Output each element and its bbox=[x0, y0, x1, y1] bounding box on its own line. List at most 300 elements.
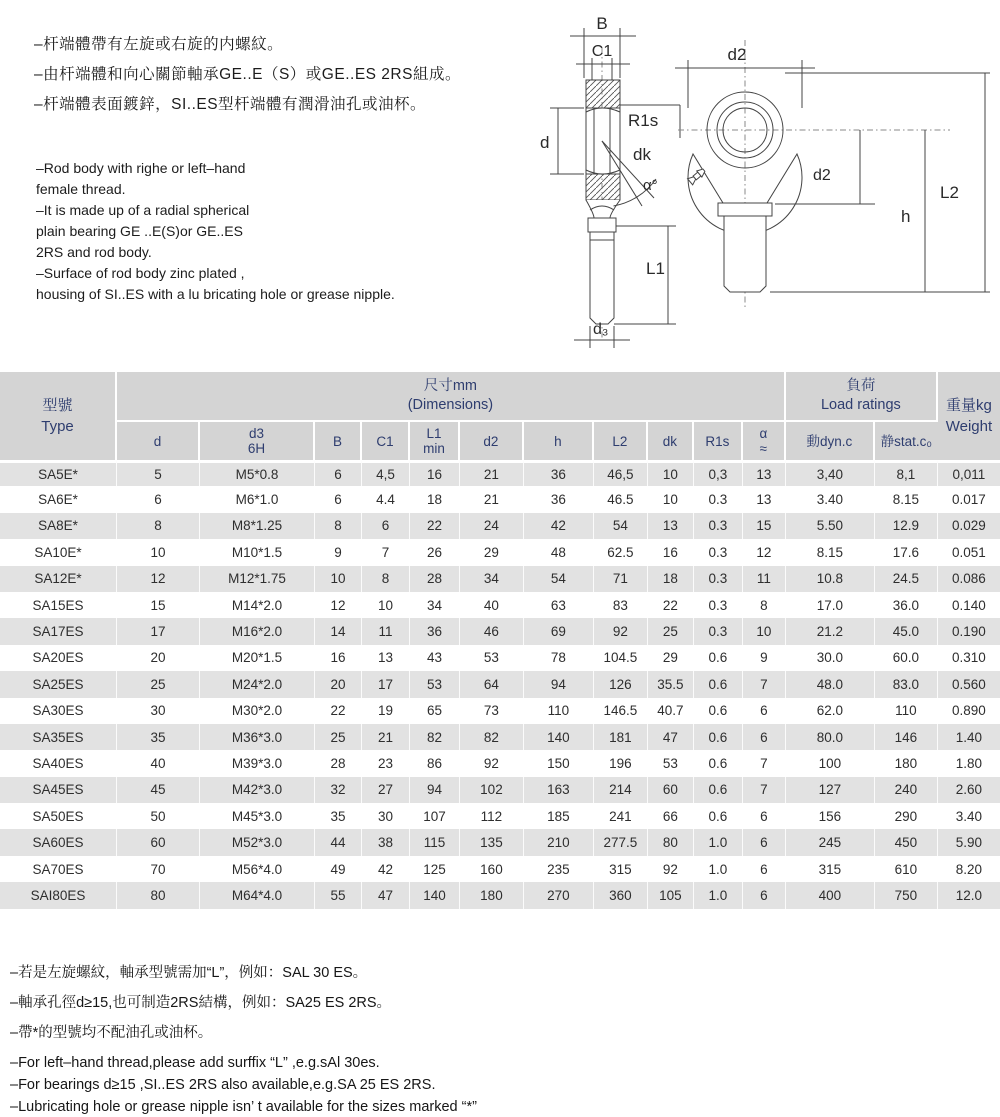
en-note-line: –Rod body with righe or left–hand bbox=[36, 160, 246, 176]
value-cell: 66 bbox=[648, 803, 694, 829]
value-cell: 30 bbox=[362, 803, 410, 829]
bottom-cn-line: –帶*的型號均不配油孔或油杯。 bbox=[10, 1025, 213, 1041]
en-note-line: –Surface of rod body zinc plated , bbox=[36, 265, 245, 281]
value-cell: 35 bbox=[315, 803, 362, 829]
table-row bbox=[0, 645, 1000, 671]
value-cell: 0.6 bbox=[694, 724, 743, 750]
value-cell: 16 bbox=[315, 645, 362, 671]
value-cell: 105 bbox=[648, 882, 694, 908]
value-cell: 53 bbox=[648, 750, 694, 776]
value-cell: 12 bbox=[743, 539, 786, 565]
header-load-group bbox=[786, 372, 938, 420]
table-row bbox=[0, 724, 1000, 750]
col-B: B bbox=[315, 420, 362, 460]
value-cell: 7 bbox=[362, 539, 410, 565]
value-cell: 17 bbox=[362, 671, 410, 697]
value-cell: 1.0 bbox=[694, 829, 743, 855]
table-row bbox=[0, 777, 1000, 803]
table-row bbox=[0, 750, 1000, 776]
col-dyn-c: 動dyn.c bbox=[786, 420, 875, 460]
value-cell: 0.190 bbox=[938, 618, 1000, 644]
value-cell: 0.6 bbox=[694, 803, 743, 829]
value-cell: 32 bbox=[315, 777, 362, 803]
dim-label-alpha: α° bbox=[643, 177, 658, 194]
technical-drawing bbox=[530, 8, 1000, 356]
type-cell: SA8E* bbox=[0, 513, 117, 539]
value-cell: 126 bbox=[594, 671, 648, 697]
value-cell: 30.0 bbox=[786, 645, 875, 671]
value-cell: 146.5 bbox=[594, 698, 648, 724]
en-note-line: –It is made up of a radial spherical bbox=[36, 202, 250, 218]
value-cell: 0.3 bbox=[694, 539, 743, 565]
value-cell: 35.5 bbox=[648, 671, 694, 697]
value-cell: 6 bbox=[117, 486, 200, 512]
en-note-line: housing of SI..ES with a lu bricating hole or grease nipple. bbox=[36, 286, 395, 302]
value-cell: 0.086 bbox=[938, 566, 1000, 592]
table-row bbox=[0, 856, 1000, 882]
value-cell: 4,5 bbox=[362, 460, 410, 486]
value-cell: 1.0 bbox=[694, 856, 743, 882]
value-cell: 140 bbox=[410, 882, 460, 908]
dim-label-L2: L2 bbox=[940, 183, 959, 202]
dim-label-R1s: R1s bbox=[628, 111, 659, 130]
dim-label-h: h bbox=[901, 207, 911, 226]
value-cell: 21 bbox=[460, 486, 524, 512]
value-cell: 15 bbox=[117, 592, 200, 618]
value-cell: M52*3.0 bbox=[200, 829, 315, 855]
value-cell: M42*3.0 bbox=[200, 777, 315, 803]
value-cell: 610 bbox=[875, 856, 938, 882]
value-cell: 270 bbox=[524, 882, 594, 908]
value-cell: 42 bbox=[524, 513, 594, 539]
bottom-en-line: –For left–hand thread,please add surffix “L” ,e.g.sAl 30es. bbox=[10, 1055, 380, 1071]
type-cell: SA40ES bbox=[0, 750, 117, 776]
value-cell: 0.3 bbox=[694, 592, 743, 618]
value-cell: 107 bbox=[410, 803, 460, 829]
value-cell: 8 bbox=[362, 566, 410, 592]
value-cell: 6 bbox=[743, 698, 786, 724]
value-cell: 78 bbox=[524, 645, 594, 671]
value-cell: 10 bbox=[362, 592, 410, 618]
value-cell: 160 bbox=[460, 856, 524, 882]
value-cell: 47 bbox=[648, 724, 694, 750]
value-cell: 34 bbox=[410, 592, 460, 618]
value-cell: 70 bbox=[117, 856, 200, 882]
value-cell: 5.90 bbox=[938, 829, 1000, 855]
value-cell: 42 bbox=[362, 856, 410, 882]
value-cell: 40 bbox=[117, 750, 200, 776]
type-cell: SA60ES bbox=[0, 829, 117, 855]
type-cell: SA6E* bbox=[0, 486, 117, 512]
type-cell: SA20ES bbox=[0, 645, 117, 671]
value-cell: 240 bbox=[875, 777, 938, 803]
value-cell: 7 bbox=[743, 671, 786, 697]
value-cell: 48.0 bbox=[786, 671, 875, 697]
value-cell: 36 bbox=[410, 618, 460, 644]
value-cell: 0.6 bbox=[694, 750, 743, 776]
value-cell: 36 bbox=[524, 486, 594, 512]
dim-label-d3: d₃ bbox=[593, 321, 609, 338]
value-cell: 112 bbox=[460, 803, 524, 829]
header-type-cn: 型號 bbox=[42, 397, 73, 414]
value-cell: 0.3 bbox=[694, 618, 743, 644]
value-cell: 44 bbox=[315, 829, 362, 855]
value-cell: 71 bbox=[594, 566, 648, 592]
value-cell: 180 bbox=[460, 882, 524, 908]
value-cell: 214 bbox=[594, 777, 648, 803]
value-cell: 0,3 bbox=[694, 460, 743, 486]
value-cell: 6 bbox=[315, 486, 362, 512]
value-cell: 40.7 bbox=[648, 698, 694, 724]
value-cell: 8.15 bbox=[786, 539, 875, 565]
spec-table bbox=[0, 372, 1000, 909]
value-cell: 46,5 bbox=[594, 460, 648, 486]
value-cell: 115 bbox=[410, 829, 460, 855]
value-cell: 64 bbox=[460, 671, 524, 697]
value-cell: 100 bbox=[786, 750, 875, 776]
value-cell: 18 bbox=[410, 486, 460, 512]
value-cell: 9 bbox=[743, 645, 786, 671]
value-cell: 8 bbox=[117, 513, 200, 539]
value-cell: 0.017 bbox=[938, 486, 1000, 512]
bottom-english-notes bbox=[10, 1052, 477, 1117]
value-cell: 125 bbox=[410, 856, 460, 882]
value-cell: 35 bbox=[117, 724, 200, 750]
col-h: h bbox=[524, 420, 594, 460]
value-cell: 36 bbox=[524, 460, 594, 486]
value-cell: 30 bbox=[117, 698, 200, 724]
value-cell: 29 bbox=[648, 645, 694, 671]
cn-note-line: –杆端體表面鍍鋅，SI..ES型杆端體有潤滑油孔或油杯。 bbox=[34, 96, 427, 113]
value-cell: 245 bbox=[786, 829, 875, 855]
value-cell: 1.0 bbox=[694, 882, 743, 908]
value-cell: 47 bbox=[362, 882, 410, 908]
value-cell: M6*1.0 bbox=[200, 486, 315, 512]
value-cell: 13 bbox=[743, 460, 786, 486]
bottom-en-line: –For bearings d≥15 ,SI..ES 2RS also available,e.g.SA 25 ES 2RS. bbox=[10, 1077, 436, 1093]
value-cell: 94 bbox=[524, 671, 594, 697]
type-cell: SA12E* bbox=[0, 566, 117, 592]
value-cell: 21.2 bbox=[786, 618, 875, 644]
col-d2: d2 bbox=[460, 420, 524, 460]
value-cell: M36*3.0 bbox=[200, 724, 315, 750]
col-d3: d3 6H bbox=[200, 420, 315, 460]
value-cell: 3.40 bbox=[786, 486, 875, 512]
value-cell: 54 bbox=[594, 513, 648, 539]
header-weight bbox=[938, 372, 1000, 460]
value-cell: 210 bbox=[524, 829, 594, 855]
col-alpha: α ≈ bbox=[743, 420, 786, 460]
value-cell: 80.0 bbox=[786, 724, 875, 750]
value-cell: 12.9 bbox=[875, 513, 938, 539]
value-cell: 83 bbox=[594, 592, 648, 618]
value-cell: 10 bbox=[315, 566, 362, 592]
type-cell: SA15ES bbox=[0, 592, 117, 618]
value-cell: 23 bbox=[362, 750, 410, 776]
value-cell: 17.0 bbox=[786, 592, 875, 618]
value-cell: 7 bbox=[743, 777, 786, 803]
value-cell: 6 bbox=[743, 856, 786, 882]
value-cell: 0.3 bbox=[694, 486, 743, 512]
col-C1: C1 bbox=[362, 420, 410, 460]
value-cell: 181 bbox=[594, 724, 648, 750]
value-cell: 60 bbox=[117, 829, 200, 855]
value-cell: 11 bbox=[743, 566, 786, 592]
top-chinese-notes bbox=[34, 30, 461, 120]
value-cell: 0.029 bbox=[938, 513, 1000, 539]
value-cell: 28 bbox=[410, 566, 460, 592]
value-cell: M12*1.75 bbox=[200, 566, 315, 592]
value-cell: 0.6 bbox=[694, 698, 743, 724]
value-cell: 49 bbox=[315, 856, 362, 882]
value-cell: 235 bbox=[524, 856, 594, 882]
value-cell: 63 bbox=[524, 592, 594, 618]
cn-note-line: –杆端體帶有左旋或右旋的内螺紋。 bbox=[34, 36, 284, 53]
value-cell: 10.8 bbox=[786, 566, 875, 592]
type-cell: SA45ES bbox=[0, 777, 117, 803]
value-cell: 43 bbox=[410, 645, 460, 671]
value-cell: 3.40 bbox=[938, 803, 1000, 829]
value-cell: M39*3.0 bbox=[200, 750, 315, 776]
value-cell: 277.5 bbox=[594, 829, 648, 855]
header-dimensions-group bbox=[117, 372, 786, 420]
value-cell: 196 bbox=[594, 750, 648, 776]
value-cell: 4.4 bbox=[362, 486, 410, 512]
value-cell: 1.40 bbox=[938, 724, 1000, 750]
value-cell: M5*0.8 bbox=[200, 460, 315, 486]
header-load-en: Load ratings bbox=[820, 397, 901, 413]
value-cell: 150 bbox=[524, 750, 594, 776]
value-cell: 315 bbox=[786, 856, 875, 882]
top-english-notes bbox=[36, 158, 395, 305]
value-cell: 62.5 bbox=[594, 539, 648, 565]
value-cell: 15 bbox=[743, 513, 786, 539]
bottom-cn-line: –若是左旋螺紋，軸承型號需加“L”，例如：SAL 30 ES。 bbox=[10, 965, 368, 981]
value-cell: M14*2.0 bbox=[200, 592, 315, 618]
value-cell: M24*2.0 bbox=[200, 671, 315, 697]
value-cell: 9 bbox=[315, 539, 362, 565]
value-cell: 241 bbox=[594, 803, 648, 829]
dim-label-L1: L1 bbox=[646, 259, 665, 278]
value-cell: 24 bbox=[460, 513, 524, 539]
value-cell: 26 bbox=[410, 539, 460, 565]
value-cell: 315 bbox=[594, 856, 648, 882]
value-cell: 21 bbox=[362, 724, 410, 750]
value-cell: 1.80 bbox=[938, 750, 1000, 776]
value-cell: 8 bbox=[315, 513, 362, 539]
value-cell: 28 bbox=[315, 750, 362, 776]
value-cell: 290 bbox=[875, 803, 938, 829]
value-cell: 12 bbox=[117, 566, 200, 592]
header-type-en: Type bbox=[41, 418, 74, 435]
type-cell: SA10E* bbox=[0, 539, 117, 565]
value-cell: 55 bbox=[315, 882, 362, 908]
value-cell: 60 bbox=[648, 777, 694, 803]
value-cell: 18 bbox=[648, 566, 694, 592]
table-row bbox=[0, 592, 1000, 618]
table-row bbox=[0, 829, 1000, 855]
value-cell: 29 bbox=[460, 539, 524, 565]
value-cell: M56*4.0 bbox=[200, 856, 315, 882]
col-d: d bbox=[117, 420, 200, 460]
table-row bbox=[0, 566, 1000, 592]
type-cell: SA5E* bbox=[0, 460, 117, 486]
value-cell: 3,40 bbox=[786, 460, 875, 486]
value-cell: M10*1.5 bbox=[200, 539, 315, 565]
value-cell: 17 bbox=[117, 618, 200, 644]
value-cell: 0.3 bbox=[694, 566, 743, 592]
value-cell: 8.15 bbox=[875, 486, 938, 512]
header-dims-en: (Dimensions) bbox=[407, 397, 494, 413]
value-cell: 60.0 bbox=[875, 645, 938, 671]
value-cell: 6 bbox=[743, 724, 786, 750]
value-cell: 25 bbox=[315, 724, 362, 750]
value-cell: 0.6 bbox=[694, 671, 743, 697]
value-cell: 5 bbox=[117, 460, 200, 486]
value-cell: M20*1.5 bbox=[200, 645, 315, 671]
value-cell: 82 bbox=[410, 724, 460, 750]
type-cell: SA70ES bbox=[0, 856, 117, 882]
en-note-line: 2RS and rod body. bbox=[36, 244, 152, 260]
value-cell: 94 bbox=[410, 777, 460, 803]
value-cell: 82 bbox=[460, 724, 524, 750]
value-cell: 10 bbox=[117, 539, 200, 565]
value-cell: 0.6 bbox=[694, 645, 743, 671]
value-cell: 17.6 bbox=[875, 539, 938, 565]
dim-label-d2-top: d2 bbox=[727, 45, 747, 64]
table-body bbox=[0, 460, 1000, 909]
value-cell: 104.5 bbox=[594, 645, 648, 671]
dim-label-d2-side: d2 bbox=[813, 167, 831, 184]
value-cell: 400 bbox=[786, 882, 875, 908]
type-cell: SA25ES bbox=[0, 671, 117, 697]
value-cell: 46 bbox=[460, 618, 524, 644]
value-cell: 14 bbox=[315, 618, 362, 644]
value-cell: 110 bbox=[875, 698, 938, 724]
value-cell: 185 bbox=[524, 803, 594, 829]
value-cell: 0.310 bbox=[938, 645, 1000, 671]
value-cell: 8.20 bbox=[938, 856, 1000, 882]
table-row bbox=[0, 671, 1000, 697]
value-cell: 24.5 bbox=[875, 566, 938, 592]
value-cell: 750 bbox=[875, 882, 938, 908]
value-cell: 0.051 bbox=[938, 539, 1000, 565]
value-cell: 16 bbox=[648, 539, 694, 565]
en-note-line: plain bearing GE ..E(S)or GE..ES bbox=[36, 223, 243, 239]
value-cell: 6 bbox=[743, 829, 786, 855]
value-cell: 8 bbox=[743, 592, 786, 618]
value-cell: 69 bbox=[524, 618, 594, 644]
value-cell: 54 bbox=[524, 566, 594, 592]
value-cell: 48 bbox=[524, 539, 594, 565]
value-cell: 38 bbox=[362, 829, 410, 855]
value-cell: 25 bbox=[648, 618, 694, 644]
value-cell: 6 bbox=[743, 882, 786, 908]
type-cell: SAI80ES bbox=[0, 882, 117, 908]
value-cell: 156 bbox=[786, 803, 875, 829]
value-cell: 146 bbox=[875, 724, 938, 750]
side-view-drawing bbox=[550, 28, 680, 348]
value-cell: 6 bbox=[362, 513, 410, 539]
value-cell: 83.0 bbox=[875, 671, 938, 697]
value-cell: M8*1.25 bbox=[200, 513, 315, 539]
dim-label-dk: dk bbox=[633, 145, 651, 164]
value-cell: 86 bbox=[410, 750, 460, 776]
value-cell: 11 bbox=[362, 618, 410, 644]
value-cell: 12 bbox=[315, 592, 362, 618]
bottom-cn-line: –軸承孔徑d≥15,也可制造2RS結構，例如：SA25 ES 2RS。 bbox=[10, 995, 392, 1011]
value-cell: 92 bbox=[648, 856, 694, 882]
value-cell: 10 bbox=[648, 460, 694, 486]
value-cell: 22 bbox=[410, 513, 460, 539]
value-cell: 450 bbox=[875, 829, 938, 855]
value-cell: 10 bbox=[648, 486, 694, 512]
table-row bbox=[0, 618, 1000, 644]
value-cell: 12.0 bbox=[938, 882, 1000, 908]
col-R1s: R1s bbox=[694, 420, 743, 460]
value-cell: 2.60 bbox=[938, 777, 1000, 803]
type-cell: SA50ES bbox=[0, 803, 117, 829]
cn-note-line: –由杆端體和向心關節軸承GE..E（S）或GE..ES 2RS組成。 bbox=[34, 66, 461, 83]
table-row bbox=[0, 486, 1000, 512]
value-cell: 5.50 bbox=[786, 513, 875, 539]
header-type bbox=[0, 372, 117, 460]
value-cell: 21 bbox=[460, 460, 524, 486]
value-cell: 53 bbox=[460, 645, 524, 671]
value-cell: 140 bbox=[524, 724, 594, 750]
value-cell: 80 bbox=[648, 829, 694, 855]
value-cell: 65 bbox=[410, 698, 460, 724]
col-L1min: L1 min bbox=[410, 420, 460, 460]
value-cell: 0.560 bbox=[938, 671, 1000, 697]
value-cell: 0.6 bbox=[694, 777, 743, 803]
dim-label-C1: C1 bbox=[591, 43, 613, 60]
value-cell: 10 bbox=[743, 618, 786, 644]
value-cell: 8,1 bbox=[875, 460, 938, 486]
header-load-cn: 負荷 bbox=[846, 378, 876, 394]
value-cell: 36.0 bbox=[875, 592, 938, 618]
value-cell: M30*2.0 bbox=[200, 698, 315, 724]
value-cell: 20 bbox=[315, 671, 362, 697]
header-weight-cn: 重量kg bbox=[946, 397, 992, 414]
bottom-chinese-notes bbox=[10, 958, 391, 1048]
front-view-drawing bbox=[675, 40, 990, 308]
value-cell: 20 bbox=[117, 645, 200, 671]
value-cell: 73 bbox=[460, 698, 524, 724]
value-cell: 34 bbox=[460, 566, 524, 592]
header-dims-cn: 尺寸mm bbox=[423, 378, 478, 394]
value-cell: 6 bbox=[315, 460, 362, 486]
table-header bbox=[0, 372, 1000, 460]
col-L2: L2 bbox=[594, 420, 648, 460]
bottom-en-line: –Lubricating hole or grease nipple isn’ t available for the sizes marked “*” bbox=[10, 1099, 477, 1115]
table-subheader bbox=[0, 420, 1000, 460]
value-cell: 163 bbox=[524, 777, 594, 803]
value-cell: 13 bbox=[743, 486, 786, 512]
value-cell: 16 bbox=[410, 460, 460, 486]
table-row bbox=[0, 513, 1000, 539]
type-cell: SA35ES bbox=[0, 724, 117, 750]
value-cell: 0.3 bbox=[694, 513, 743, 539]
value-cell: 25 bbox=[117, 671, 200, 697]
value-cell: 45 bbox=[117, 777, 200, 803]
value-cell: M16*2.0 bbox=[200, 618, 315, 644]
value-cell: 0,011 bbox=[938, 460, 1000, 486]
dim-label-d: d bbox=[540, 133, 550, 152]
table-row bbox=[0, 698, 1000, 724]
value-cell: 62.0 bbox=[786, 698, 875, 724]
value-cell: 53 bbox=[410, 671, 460, 697]
